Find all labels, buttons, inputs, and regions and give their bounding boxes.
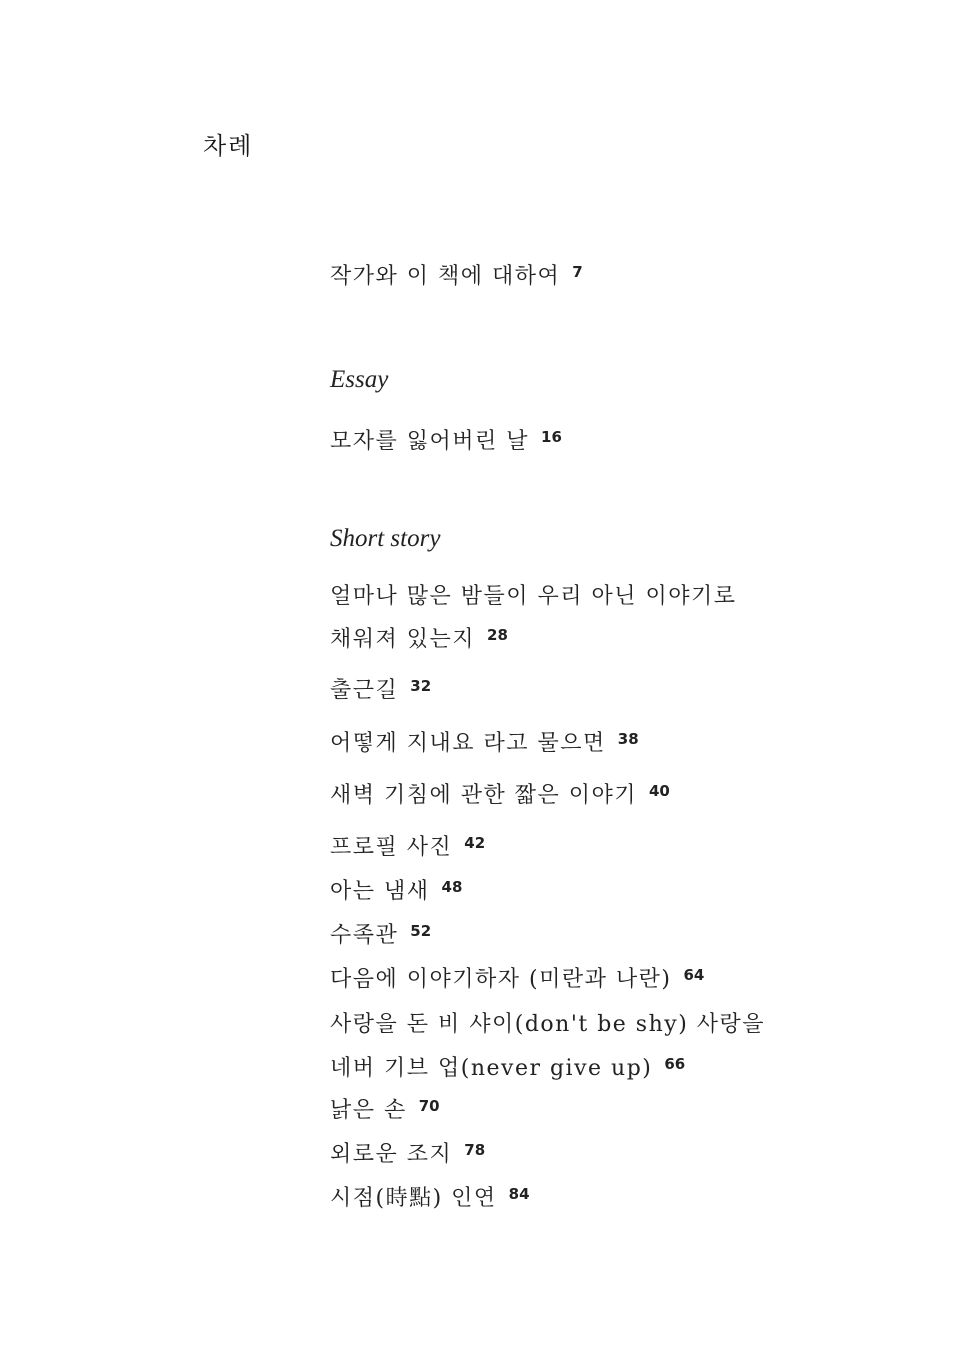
toc-entry[interactable]	[330, 921, 431, 952]
toc-entry-title: 모자를 잃어버린 날	[330, 429, 530, 454]
toc-entry-title-line1: 사랑을 돈 비 샤이(don't be shy) 사랑을	[330, 1012, 766, 1037]
toc-entry-title: 작가와 이 책에 대하여	[330, 264, 561, 289]
toc-entry[interactable]	[330, 582, 737, 612]
toc-entry[interactable]	[330, 781, 670, 812]
toc-entry[interactable]	[330, 833, 485, 864]
toc-entry[interactable]	[330, 1140, 485, 1171]
toc-heading: 차례	[203, 132, 254, 160]
toc-page-number: 42	[464, 834, 486, 852]
toc-entry-title-line2: 채워져 있는지	[330, 627, 476, 652]
toc-entry[interactable]	[330, 427, 562, 458]
toc-entry-title: 아는 냄새	[330, 879, 430, 904]
toc-page-number: 84	[508, 1185, 530, 1203]
section-label-short-story: Short story	[330, 525, 441, 552]
toc-entry-title: 수족관	[330, 923, 399, 948]
toc-page-number: 28	[487, 626, 508, 644]
toc-entry-title: 프로필 사진	[330, 835, 453, 860]
section-label-essay: Essay	[330, 366, 389, 393]
toc-page-number: 64	[683, 966, 705, 984]
toc-entry-title: 외로운 조지	[330, 1142, 453, 1167]
toc-page-number: 66	[664, 1055, 686, 1073]
toc-entry-title: 출근길	[330, 678, 399, 703]
toc-entry[interactable]	[330, 625, 508, 656]
toc-entry[interactable]	[330, 877, 462, 908]
toc-entry[interactable]	[330, 1054, 685, 1085]
toc-entry[interactable]	[330, 1096, 440, 1127]
toc-page-number: 52	[410, 922, 432, 940]
toc-page-number: 78	[464, 1141, 486, 1159]
toc-page-number: 40	[649, 782, 670, 800]
toc-entry-title: 어떻게 지내요 라고 물으면	[330, 731, 606, 756]
toc-entry-title: 새벽 기침에 관한 짧은 이야기	[330, 783, 637, 808]
toc-entry[interactable]	[330, 1010, 765, 1040]
toc-page-number: 38	[617, 730, 639, 748]
toc-page-number: 70	[418, 1097, 440, 1115]
toc-page-number: 32	[410, 677, 432, 695]
toc-entry[interactable]	[330, 1184, 530, 1215]
toc-entry-title: 낡은 손	[330, 1098, 407, 1123]
toc-entry-title: 다음에 이야기하자 (미란과 나란)	[330, 967, 672, 992]
toc-page-number: 7	[572, 263, 583, 281]
toc-entry-title-line2: 네버 기브 업(never give up)	[330, 1056, 653, 1081]
toc-entry[interactable]	[330, 729, 639, 760]
toc-page-number: 48	[441, 878, 463, 896]
toc-entry[interactable]	[330, 676, 431, 707]
toc-entry-intro[interactable]	[330, 262, 583, 293]
toc-page-number: 16	[541, 428, 562, 446]
toc-entry-title: 시점(時點) 인연	[330, 1186, 497, 1211]
toc-entry[interactable]	[330, 965, 704, 996]
toc-entry-title-line1: 얼마나 많은 밤들이 우리 아닌 이야기로	[330, 584, 737, 609]
